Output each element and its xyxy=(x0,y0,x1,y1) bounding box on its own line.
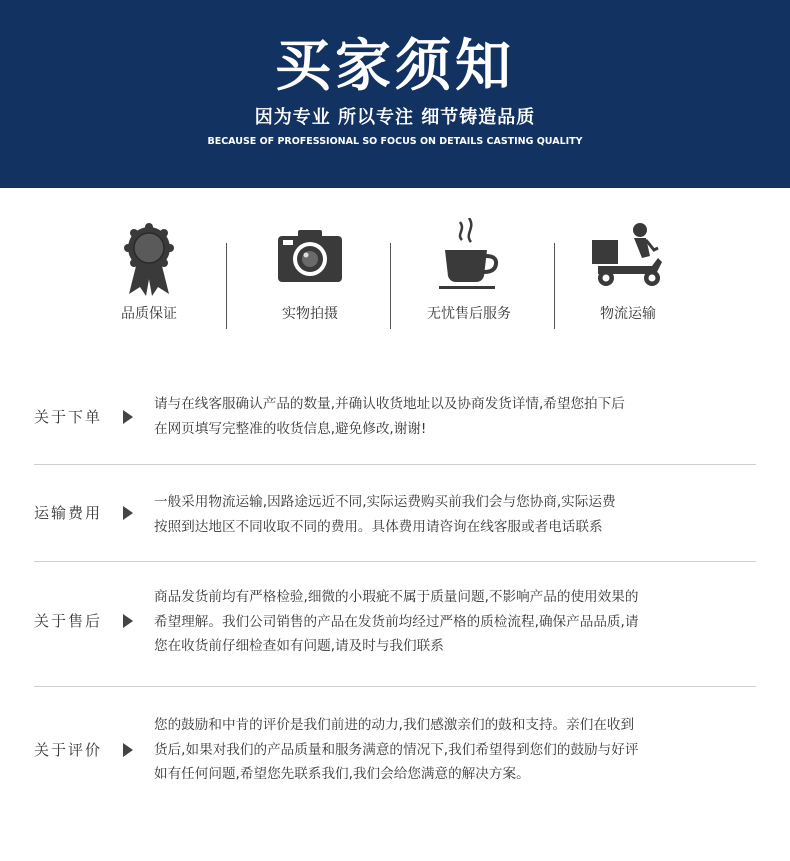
divider xyxy=(390,243,391,329)
feature-label: 物流运输 xyxy=(600,306,656,322)
divider xyxy=(34,561,756,562)
divider xyxy=(34,686,756,687)
arrow-right-icon xyxy=(123,410,133,424)
faq-aftersales xyxy=(34,585,756,665)
faq-heading: 运输费用 xyxy=(34,504,103,522)
feature-quality xyxy=(79,218,219,338)
banner-subtitle: 因为专业 所以专注 细节铸造品质 xyxy=(254,107,536,128)
faq-text: 您的鼓励和中肯的评价是我们前进的动力,我们感激亲们的鼓和支持。亲们在收到 货后,如果对我们的产品质量和服务满意的情况下,我们希望得到您们的鼓励与好评 如有任何问题,希望您先联系我们,我们会给您满意的解决方案。 xyxy=(154,717,639,782)
divider xyxy=(226,243,227,329)
arrow-right-icon xyxy=(123,614,133,628)
faq-text: 一般采用物流运输,因路途远近不同,实际运费购买前我们会与您协商,实际运费 按照到达地区不同收取不同的费用。具体费用请咨询在线客服或者电话联系 xyxy=(154,494,616,535)
header-banner xyxy=(0,0,790,188)
quality-badge-icon xyxy=(109,218,189,298)
faq-order xyxy=(34,392,756,452)
divider xyxy=(554,243,555,329)
faq-heading: 关于售后 xyxy=(34,612,103,630)
faq-heading: 关于下单 xyxy=(34,408,103,426)
feature-photo xyxy=(240,218,380,338)
feature-logistics xyxy=(558,218,698,338)
coffee-cup-icon xyxy=(429,218,509,298)
delivery-scooter-icon xyxy=(588,218,668,298)
arrow-right-icon xyxy=(123,743,133,757)
arrow-right-icon xyxy=(123,506,133,520)
feature-label: 品质保证 xyxy=(121,306,177,322)
banner-subtitle-english: BECAUSE OF PROFESSIONAL SO FOCUS ON DETAILS CASTING QUALITY xyxy=(207,136,583,147)
faq-shipping xyxy=(34,490,756,550)
feature-label: 实物拍摄 xyxy=(282,306,338,322)
divider xyxy=(34,464,756,465)
faq-text: 请与在线客服确认产品的数量,并确认收货地址以及协商发货详情,希望您拍下后 在网页填写完整准的收货信息,避免修改,谢谢! xyxy=(154,396,625,437)
camera-icon xyxy=(270,218,350,298)
feature-label: 无忧售后服务 xyxy=(427,306,511,322)
faq-text: 商品发货前均有严格检验,细微的小瑕疵不属于质量问题,不影响产品的使用效果的 希望理解。我们公司销售的产品在发货前均经过严格的质检流程,确保产品品质,请 您在收货前仔细检查如有问题,请及时与我们联系 xyxy=(154,589,639,654)
feature-aftersales xyxy=(399,218,539,338)
banner-title: 买家须知 xyxy=(275,34,515,99)
features-row xyxy=(0,188,790,358)
faq-reviews xyxy=(34,713,756,793)
faq-heading: 关于评价 xyxy=(34,741,103,759)
